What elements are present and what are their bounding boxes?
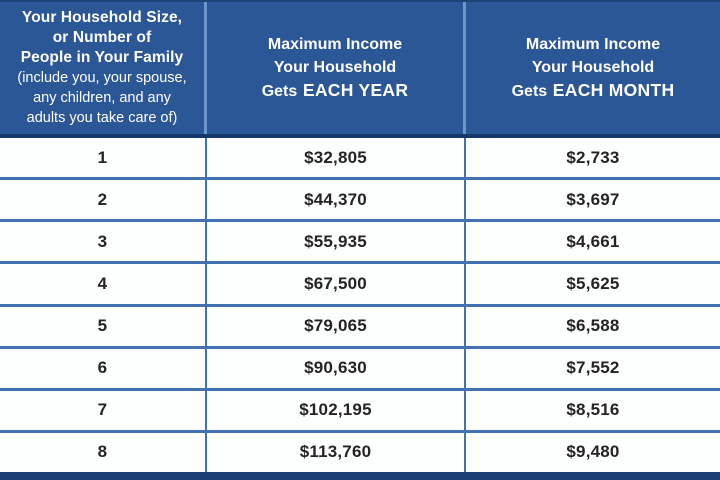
monthly-income-cell: $5,625 <box>566 273 620 293</box>
header-line: or Number of <box>52 29 152 46</box>
yearly-income-cell: $102,195 <box>207 391 466 430</box>
header-line: Maximum Income <box>267 36 403 53</box>
yearly-income-cell: $113,760 <box>207 433 466 472</box>
header-yearly-income <box>207 2 466 134</box>
header-line <box>512 79 675 103</box>
header-line: Your Household Size, <box>21 9 183 26</box>
monthly-income-cell: $3,697 <box>566 189 620 209</box>
header-note-line: adults you take care of) <box>26 110 178 126</box>
header-note-line: (include you, your spouse, <box>17 70 187 86</box>
yearly-income-cell: $44,370 <box>207 180 466 219</box>
table-row <box>0 219 720 261</box>
header-note-line: any children, and any <box>33 90 171 106</box>
table-row <box>0 138 720 177</box>
header-line: Your Household <box>273 59 397 76</box>
yearly-income-cell: $55,935 <box>207 222 466 261</box>
table-header-row <box>0 0 720 138</box>
table-row <box>0 430 720 472</box>
header-household-size <box>0 2 207 134</box>
header-line: Maximum Income <box>525 36 661 53</box>
yearly-income-cell: $32,805 <box>207 138 466 177</box>
monthly-income-cell: $6,588 <box>566 316 620 336</box>
household-size-cell: 5 <box>0 307 207 346</box>
household-size-cell: 2 <box>0 180 207 219</box>
header-line: People in Your Family <box>20 49 184 66</box>
table-row <box>0 346 720 388</box>
household-size-cell: 3 <box>0 222 207 261</box>
header-gets-label: Gets <box>511 83 548 100</box>
monthly-income-cell: $8,516 <box>566 400 620 420</box>
household-size-cell: 4 <box>0 264 207 303</box>
table-row <box>0 388 720 430</box>
header-monthly-income <box>466 2 720 134</box>
table-row <box>0 261 720 303</box>
household-size-cell: 1 <box>0 138 207 177</box>
table-row <box>0 304 720 346</box>
header-line <box>262 79 409 103</box>
household-size-cell: 7 <box>0 391 207 430</box>
header-each-year-label: EACH YEAR <box>302 80 409 100</box>
header-gets-label: Gets <box>261 83 298 100</box>
monthly-income-cell: $9,480 <box>566 442 620 462</box>
table-bottom-border <box>0 472 720 480</box>
header-each-month-label: EACH MONTH <box>552 80 675 100</box>
monthly-income-cell: $4,661 <box>566 231 620 251</box>
monthly-income-cell: $7,552 <box>566 358 620 378</box>
yearly-income-cell: $67,500 <box>207 264 466 303</box>
table-body <box>0 138 720 472</box>
monthly-income-cell: $2,733 <box>566 147 620 167</box>
yearly-income-cell: $90,630 <box>207 349 466 388</box>
table-row <box>0 177 720 219</box>
header-line: Your Household <box>531 59 655 76</box>
household-size-cell: 8 <box>0 433 207 472</box>
yearly-income-cell: $79,065 <box>207 307 466 346</box>
household-size-cell: 6 <box>0 349 207 388</box>
